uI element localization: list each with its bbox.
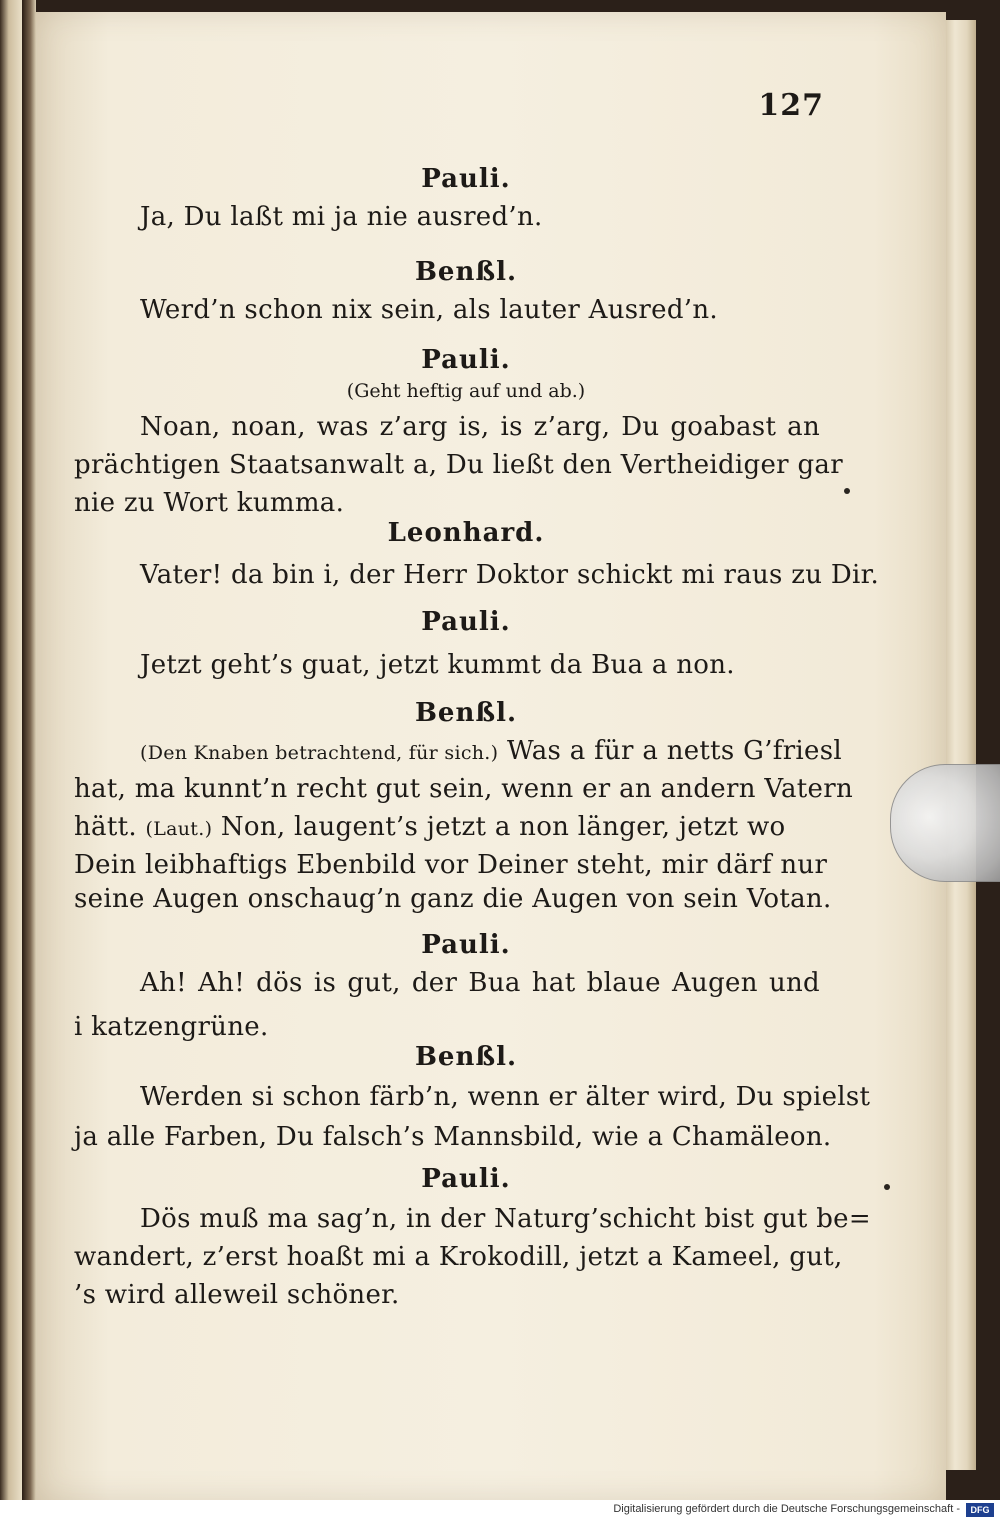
speaker-heading: Leonhard.: [387, 518, 545, 548]
stage-direction: (Den Knaben betrachtend, für sich.): [140, 742, 499, 764]
dialogue-line: hat, ma kunnt’n recht gut sein, wenn er an andern Vatern: [74, 774, 854, 804]
speaker-heading: Benßl.: [414, 698, 518, 728]
page-content: [36, 12, 946, 1500]
dialogue-line: Ja, Du laßt mi ja nie ausred’n.: [140, 202, 543, 232]
dialogue-line: ja alle Farben, Du falsch’s Mannsbild, wie a Chamäleon.: [74, 1122, 832, 1152]
dialogue-text: hätt.: [74, 812, 137, 842]
speaker-heading: Pauli.: [421, 1164, 511, 1194]
book-gutter: [22, 0, 36, 1500]
speaker-heading: Benßl.: [414, 1042, 518, 1072]
dialogue-line: i katzengrüne.: [74, 1012, 269, 1042]
page-stack-edge: [946, 20, 976, 1470]
speaker-heading: Pauli.: [421, 345, 511, 375]
page-number: 127: [758, 88, 824, 123]
dialogue-line: Werd’n schon nix sein, als lauter Ausred’n.: [140, 295, 718, 325]
dialogue-line: [74, 812, 819, 842]
dialogue-line: prächtigen Staatsanwalt a, Du ließt den Vertheidiger gar: [74, 450, 843, 480]
dialogue-line: Ah! Ah! dös is gut, der Bua hat blaue Augen und: [140, 968, 820, 998]
dialogue-line: Dein leibhaftigs Ebenbild vor Deiner steht, mir därf nur: [74, 850, 828, 880]
dfg-logo: DFG: [966, 1503, 994, 1517]
dialogue-text: Non, laugent’s jetzt a non länger, jetzt wo: [220, 812, 786, 842]
dialogue-line: Noan, noan, was z’arg is, is z’arg, Du goabast an: [140, 412, 820, 442]
dialogue-line: [140, 736, 842, 766]
dialogue-line: nie zu Wort kumma.: [74, 488, 345, 518]
previous-page-edge: [0, 0, 22, 1500]
ink-speck: [844, 488, 850, 494]
dialogue-line: Werden si schon färb’n, wenn er älter wird, Du spielst: [140, 1082, 871, 1112]
dialogue-line: Jetzt geht’s guat, jetzt kummt da Bua a non.: [140, 650, 735, 680]
dialogue-line: ’s wird alleweil schöner.: [74, 1280, 400, 1310]
funding-credit: Digitalisierung gefördert durch die Deutsche Forschungsgemeinschaft -: [613, 1503, 960, 1515]
speaker-heading: Pauli.: [421, 607, 511, 637]
page-clip: [890, 764, 1000, 882]
speaker-heading: Pauli.: [421, 164, 511, 194]
dialogue-line: Dös muß ma sag’n, in der Naturg’schicht bist gut be=: [140, 1204, 871, 1234]
dialogue-line: Vater! da bin i, der Herr Doktor schickt mi raus zu Dir.: [140, 560, 880, 590]
dialogue-text: Was a für a netts G’friesl: [506, 736, 842, 766]
speaker-heading: Pauli.: [421, 930, 511, 960]
stage-direction: (Laut.): [145, 818, 213, 840]
ink-speck: [884, 1184, 890, 1190]
dialogue-line: wandert, z’erst hoaßt mi a Krokodill, jetzt a Kameel, gut,: [74, 1242, 843, 1272]
dialogue-line: seine Augen onschaug’n ganz die Augen von sein Votan.: [74, 884, 832, 914]
speaker-heading: Benßl.: [414, 257, 518, 287]
stage-direction: (Geht heftig auf und ab.): [346, 380, 586, 402]
